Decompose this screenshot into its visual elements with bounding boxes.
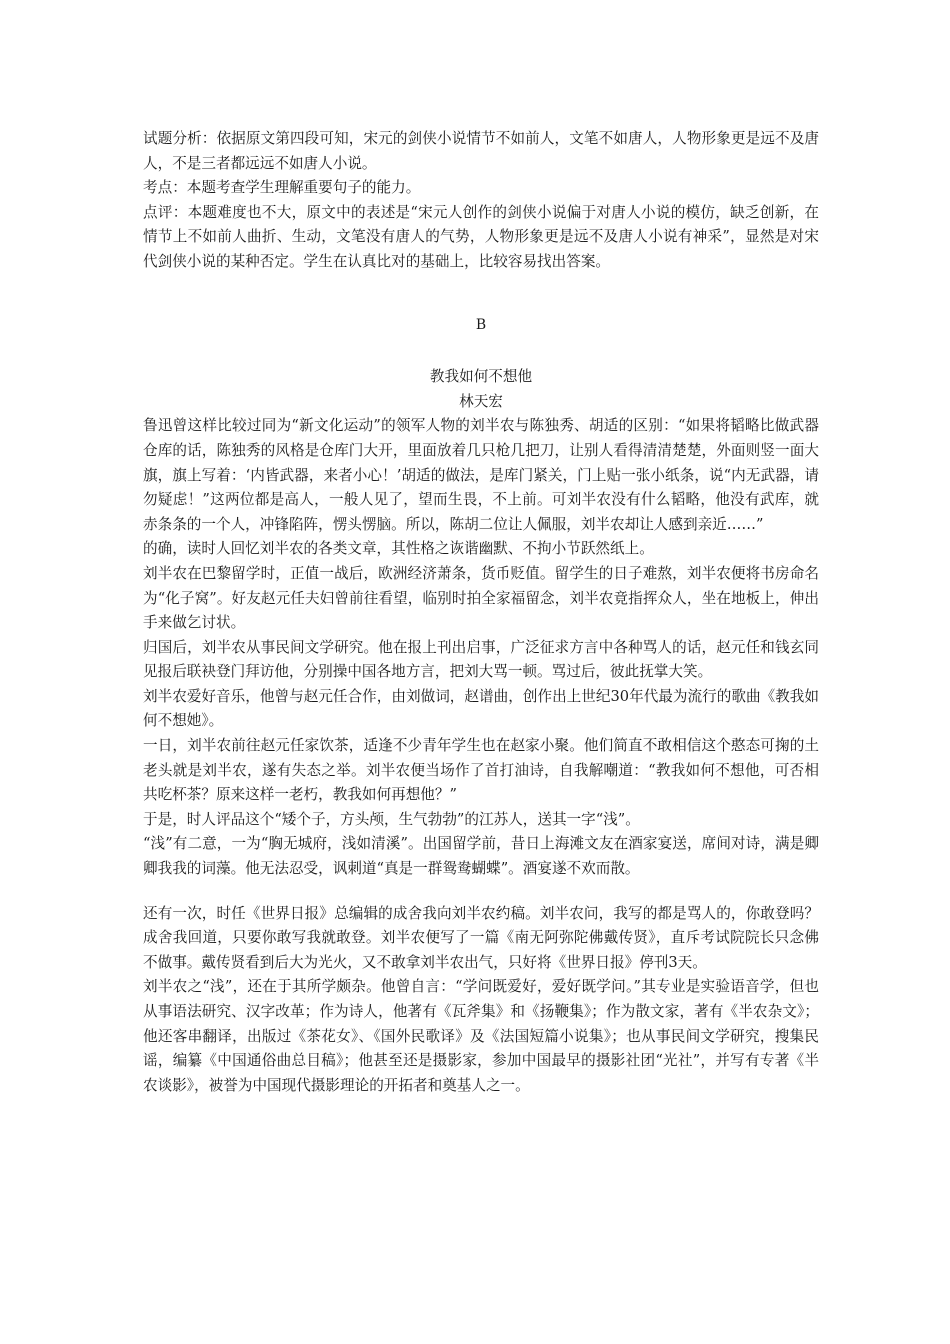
article-paragraph: 鲁迅曾这样比较过同为“新文化运动”的领军人物的刘半农与陈独秀、胡适的区别：“如果将韬略比做武器仓库的话，陈独秀的风格是仓库门大开，里面放着几只枪几把刀，让别人看得清清楚楚，外面则竖一面大旗，旗上写着：‘内皆武器，来者小心！’胡适的做法，是库门紧关，门上贴一张小纸条，说“内无武器，请勿疑虑！”这两位都是高人，一般人见了，望而生畏，不上前。可刘半农没有什么韬略，他没有武库，就赤条条的一个人，冲锋陷阵，愣头愣脑。所以，陈胡二位让人佩服，刘半农却让人感到亲近……” [143, 417, 819, 533]
article-author: 林天宏 [459, 392, 503, 410]
article-paragraph: 还有一次，时任《世界日报》总编辑的成舍我向刘半农约稿。刘半农问，我写的都是骂人的，你敢登吗？成舍我回道，只要你敢写我就敢登。刘半农便写了一篇《南无阿弥陀佛戴传贤》，直斥考试院院长只念佛不做事。戴传贤看到后大为光火，又不敢拿刘半农出气，只好将《世界日报》停刊3天。 [143, 904, 819, 971]
section-label: B [475, 316, 487, 333]
article-paragraph: 刘半农爱好音乐，他曾与赵元任合作，由刘做词，赵谱曲，创作出上世纪30年代最为流行的歌曲《教我如何不想她》。 [143, 687, 819, 730]
article-paragraph: 的确，读时人回忆刘半农的各类文章，其性格之诙谐幽默、不拘小节跃然纸上。 [143, 540, 654, 558]
article-paragraph: 刘半农在巴黎留学时，正值一战后，欧洲经济萧条，货币贬值。留学生的日子难熬，刘半农便将书房命名为“化子窝”。好友赵元任夫妇曾前往看望，临别时拍全家福留念，刘半农竟指挥众人，坐在地板上，伸出手来做乞讨状。 [143, 564, 819, 632]
article-paragraph: 归国后，刘半农从事民间文学研究。他在报上刊出启事，广泛征求方言中各种骂人的话，赵元任和钱玄同见报后联袂登门拜访他，分别操中国各地方言，把刘大骂一顿。骂过后，彼此抚掌大笑。 [143, 638, 819, 681]
paragraph-gap [143, 882, 819, 902]
article-title: 教我如何不想他 [429, 368, 533, 386]
analysis-paragraph: 试题分析：依据原文第四段可知，宋元的剑侠小说情节不如前人，文笔不如唐人，人物形象更是远不及唐人，不是三者都远远不如唐人小说。 [143, 130, 819, 172]
article-paragraph: 一日，刘半农前往赵元任家饮茶，适逢不少青年学生也在赵家小聚。他们简直不敢相信这个憨态可掬的土老头就是刘半农，遂有失态之举。刘半农便当场作了首打油诗，自我解嘲道：“教我如何不想他，可否相共吃杯茶？原来这样一老朽，教我如何再想他？” [143, 737, 819, 804]
article-paragraph: 于是，时人评品这个“矮个子，方头颅，生气勃勃”的江苏人，送其一字“浅”。 [143, 810, 640, 828]
document-page [143, 127, 819, 1098]
comment-paragraph: 点评：本题难度也不大，原文中的表述是“宋元人创作的剑侠小说偏于对唐人小说的模仿，缺乏创新，在情节上不如前人曲折、生动，文笔没有唐人的气势，人物形象更是远不及唐人小说有神采”，显然是对宋代剑侠小说的某种否定。学生在认真比对的基础上，比较容易找出答案。 [143, 203, 819, 270]
exam-point-paragraph: 考点：本题考查学生理解重要句子的能力。 [143, 179, 421, 197]
article-paragraph: 刘半农之“浅”，还在于其所学颇杂。他曾自言：“学问既爱好，爱好既学问。”其专业是实验语音学，但也从事语法研究、汉字改革；作为诗人，他著有《瓦斧集》和《扬鞭集》；作为散文家，著有《半农杂文》；他还客串翻译，出版过《茶花女》、《国外民歌译》及《法国短篇小说集》；也从事民间文学研究，搜集民谣，编纂《中国通俗曲总目稿》；他甚至还是摄影家，参加中国最早的摄影社团“光社”，并写有专著《半农谈影》，被誉为中国现代摄影理论的开拓者和奠基人之一。 [143, 978, 819, 1094]
article-paragraph: “浅”有二意，一为“胸无城府，浅如清溪”。出国留学前，昔日上海滩文友在酒家宴送，席间对诗，满是卿卿我我的词藻。他无法忍受，讽刺道“真是一群鸳鸯蝴蝶”。酒宴遂不欢而散。 [143, 835, 819, 878]
